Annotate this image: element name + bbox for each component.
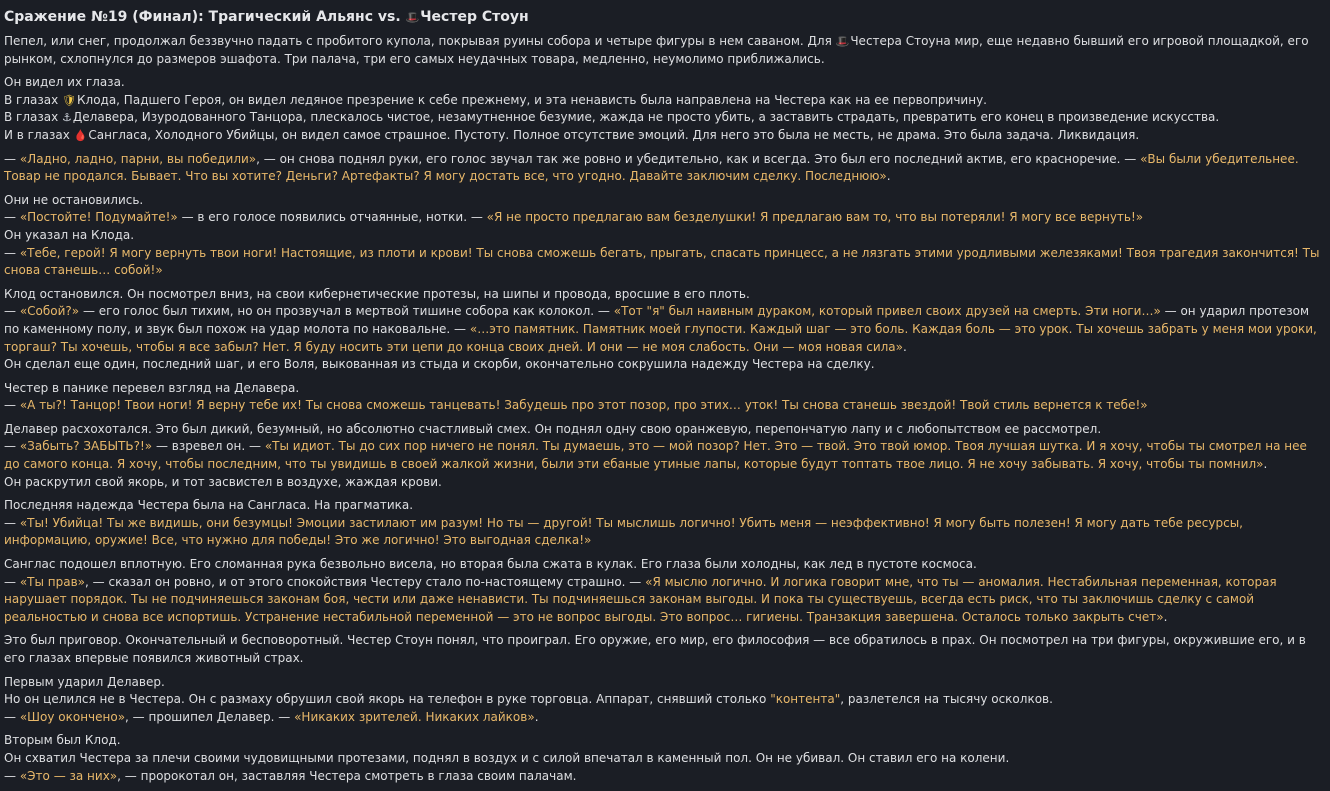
narration-text: Санглас подошел вплотную. Его сломанная рука безвольно висела, но вторая была сжата в кулак. Его глаза были холодны, как лед в пустоте космоса. (4, 557, 977, 572)
dialogue-quote: "контента" (770, 692, 841, 707)
narration-text: — (4, 768, 20, 783)
title-prefix: Сражение №19 (Финал): Трагический Альянс vs. (4, 9, 406, 25)
dialogue-quote: «Ты идиот. Ты до сих пор ничего не понял. Ты думаешь, это — мой позор? Нет. Это — твой. Это твой юмор. Твоя лучшая шутка. И я хочу, чтобы ты смотрел на нее до самого конца. Я хочу, чтобы последним, что ты увидишь в своей жалкой жизни, были эти ебаные утиные лапы, которые будут топтать твое лицо. Я не хочу забывать. Я хочу, чтобы ты помнил» (4, 439, 1307, 472)
dialogue-quote: «Тебе, герой! Я могу вернуть твои ноги! Настоящие, из плоти и крови! Ты снова сможешь бегать, прыгать, спасать принцесс, а не лязгать этими уродливыми железяками! Твоя трагедия закончится! Ты снова станешь… собой!» (4, 245, 1320, 278)
narration-text: — (4, 304, 20, 319)
narration-text: Он указал на Клода. (4, 227, 135, 242)
dialogue-quote: «Собой?» (19, 304, 80, 319)
narration-text: И в глазах (4, 127, 74, 142)
story-paragraph (4, 674, 1320, 727)
narration-text: Он раскрутил свой якорь, и тот засвистел в воздухе, жаждая крови. (4, 474, 442, 489)
story-paragraph (4, 33, 1320, 68)
narration-text: Клода, Падшего Героя, он видел ледяное презрение к себе прежнему, и эта ненависть была направлена на Честера как на ее первопричину. (77, 92, 987, 107)
story-paragraph (4, 192, 1320, 280)
story-paragraph (4, 497, 1320, 550)
narration-text: Сангласа, Холодного Убийцы, он видел самое страшное. Пустоту. Полное отсутствие эмоций. Для него это была не месть, не драма. Это была задача. Ликвидация. (88, 127, 1140, 142)
story-body (4, 33, 1320, 785)
narration-text: Честера Стоуна мир, еще недавно бывший его игровой площадкой, его рынком, схлопнулся до размеров эшафота. Три палача, три его самых неудачных товара, медленно, неумолимо приближались. (4, 34, 1309, 66)
dialogue-quote: «Постойте! Подумайте!» (19, 210, 178, 225)
narration-text: — (4, 245, 20, 260)
story-paragraph (4, 380, 1320, 415)
anchor-icon: ⚓ (62, 111, 72, 125)
top-hat-icon: 🎩 (405, 11, 420, 24)
narration-text: . (903, 339, 907, 354)
narration-text: — он ударил протезом по каменному полу, и звук был похож на удар молота по наковальне. — (4, 304, 1310, 336)
narration-text: Клод остановился. Он посмотрел вниз, на свои кибернетические протезы, на шипы и провода, вросшие в его плоть. (4, 286, 750, 301)
narration-text: Делавер расхохотался. Это был дикий, безумный, но абсолютно счастливый смех. Он поднял одну свою оранжевую, перепончатую лапу и с любопытством ее рассмотрел. (4, 421, 1102, 436)
narration-text: Они не остановились. (4, 192, 144, 207)
narration-text: Он схватил Честера за плечи своими чудовищными протезами, поднял в воздух и с силой впечатал в каменный пол. Он не убивал. Он ставил его на колени. (4, 750, 1010, 765)
narration-text: , — прошипел Делавер. — (125, 709, 295, 724)
title-character-name: Честер Стоун (420, 9, 529, 25)
narration-text: Он видел их глаза. (4, 75, 125, 90)
narration-text: В глазах (4, 92, 63, 107)
narration-text: . (1163, 609, 1168, 624)
narration-text: — (4, 439, 20, 454)
shield-icon: 🛡 (62, 93, 76, 107)
narration-text: Пепел, или снег, продолжал беззвучно падать с пробитого купола, покрывая руины собора и четыре фигуры в нем саваном. Для (4, 34, 836, 48)
story-paragraph (4, 421, 1320, 491)
narration-text: — (4, 398, 20, 413)
narration-text: Делавера, Изуродованного Танцора, плескалось чистое, незамутненное безумие, жажда не просто убить, а заставить страдать, превратить его конец в произведение искусства. (72, 110, 1220, 125)
narration-text: . (1263, 457, 1268, 472)
narration-text: , — он снова поднял руки, его голос звучал так же ровно и убедительно, как и всегда. Это был его последний актив, его красноречие. — (256, 151, 1141, 166)
dialogue-quote: «Я не просто предлагаю вам безделушки! Я предлагаю вам то, что вы потеряли! Я могу все вернуть!» (486, 210, 1144, 225)
story-paragraph (4, 74, 1320, 144)
dialogue-quote: «Забыть? ЗАБЫТЬ?!» (19, 439, 153, 454)
dialogue-quote: «Никаких зрителей. Никаких лайков» (294, 709, 535, 724)
narration-text: — (4, 151, 20, 166)
dialogue-quote: «Ты прав» (19, 574, 86, 589)
narration-text: , разлетелся на тысячу осколков. (840, 692, 1053, 707)
narration-text: Но он целился не в Честера. Он с размаху обрушил свой якорь на телефон в руке торговца. Аппарат, снявший столько (4, 692, 771, 707)
blood-drop-icon: 🩸 (73, 128, 88, 142)
dialogue-quote: «Вы были убедительнее. Товар не продался. Бывает. Что вы хотите? Деньги? Артефакты? Я могу достать все, что угодно. Давайте заключим сделку. Последнюю» (4, 151, 1299, 184)
narration-text: — его голос был тихим, но он прозвучал в мертвой тишине собора как колокол. — (79, 304, 614, 319)
story-paragraph (4, 286, 1320, 374)
dialogue-quote: «Тот "я" был наивным дураком, который привел своих друзей на смерть. Эти ноги…» (613, 304, 1161, 319)
dialogue-quote: «…это памятник. Памятник моей глупости. Каждый шаг — это боль. Каждая боль — это урок. Ты хочешь забрать у меня мои уроки, торгаш? Ты хочешь, чтобы я все забыл? Нет. Я буду носить эти цепи до конца своих дней. И они — не моя слабость. Они — моя новая сила» (4, 321, 1317, 354)
narration-text: . (886, 169, 891, 184)
narration-text: — (4, 709, 20, 724)
narration-text: В глазах (4, 110, 63, 125)
narration-text: Первым ударил Делавер. (4, 674, 165, 689)
narration-text: — (4, 574, 20, 589)
narration-text: . (534, 709, 539, 724)
narration-text: — взревел он. — (152, 439, 265, 454)
story-paragraph (4, 732, 1320, 785)
story-paragraph (4, 632, 1320, 667)
narration-text: — (4, 515, 20, 530)
story-paragraph (4, 556, 1320, 626)
dialogue-quote: «А ты?! Танцор! Твои ноги! Я верну тебе их! Ты снова сможешь танцевать! Забудешь про этот позор, про этих… уток! Ты снова станешь звездой! Твой стиль вернется к тебе!» (19, 398, 1148, 413)
narration-text: Честер в панике перевел взгляд на Делавера. (4, 380, 300, 395)
narration-text: — (4, 210, 20, 225)
narration-text: , — пророкотал он, заставляя Честера смотреть в глаза своим палачам. (117, 768, 577, 783)
battle-title (4, 6, 1320, 29)
story-paragraph (4, 151, 1320, 186)
narration-text: Это был приговор. Окончательный и бесповоротный. Честер Стоун понял, что проиграл. Его оружие, его мир, его философия — все обратилось в прах. Он посмотрел на три фигуры, окружившие его, и в его глазах впервые появился животный страх. (4, 633, 1306, 665)
dialogue-quote: «Шоу окончено» (19, 709, 126, 724)
dialogue-quote: «Это — за них» (19, 768, 118, 783)
dialogue-quote: «Ты! Убийца! Ты же видишь, они безумцы! Эмоции застилают им разум! Но ты — другой! Ты мыслишь логично! Убить меня — неэффективно! Я могу быть полезен! Я могу дать тебе ресурсы, информацию, оружие! Все, что нужно для победы! Это же логично! Это выгодная сделка!» (4, 515, 1243, 548)
top-hat-icon: 🎩 (835, 35, 850, 48)
narration-text: Он сделал еще один, последний шаг, и его Воля, выкованная из стыда и скорби, окончательно сокрушила надежду Честера на сделку. (4, 357, 875, 372)
narration-text: Вторым был Клод. (4, 733, 121, 748)
narration-text: Последняя надежда Честера была на Сангласа. На прагматика. (4, 498, 414, 513)
dialogue-quote: «Ладно, ладно, парни, вы победили» (19, 151, 257, 166)
dialogue-quote: «Я мыслю логично. И логика говорит мне, что ты — аномалия. Нестабильная переменная, которая нарушает порядок. Ты не подчиняешься законам боя, чести или даже ненависти. Ты подчиняешься законам выгоды. И пока ты существуешь, всегда есть риск, что ты заключишь сделку с самой реальностью и снова все испортишь. Устранение нестабильной переменной — это не вопрос выгоды. Это вопрос… гигиены. Транзакция завершена. Осталось только закрыть счет» (4, 574, 1277, 624)
narration-text: , — сказал он ровно, и от этого спокойствия Честеру стало по-настоящему страшно. — (85, 574, 646, 589)
narration-text: — в его голосе появились отчаянные, нотки. — (177, 210, 487, 225)
